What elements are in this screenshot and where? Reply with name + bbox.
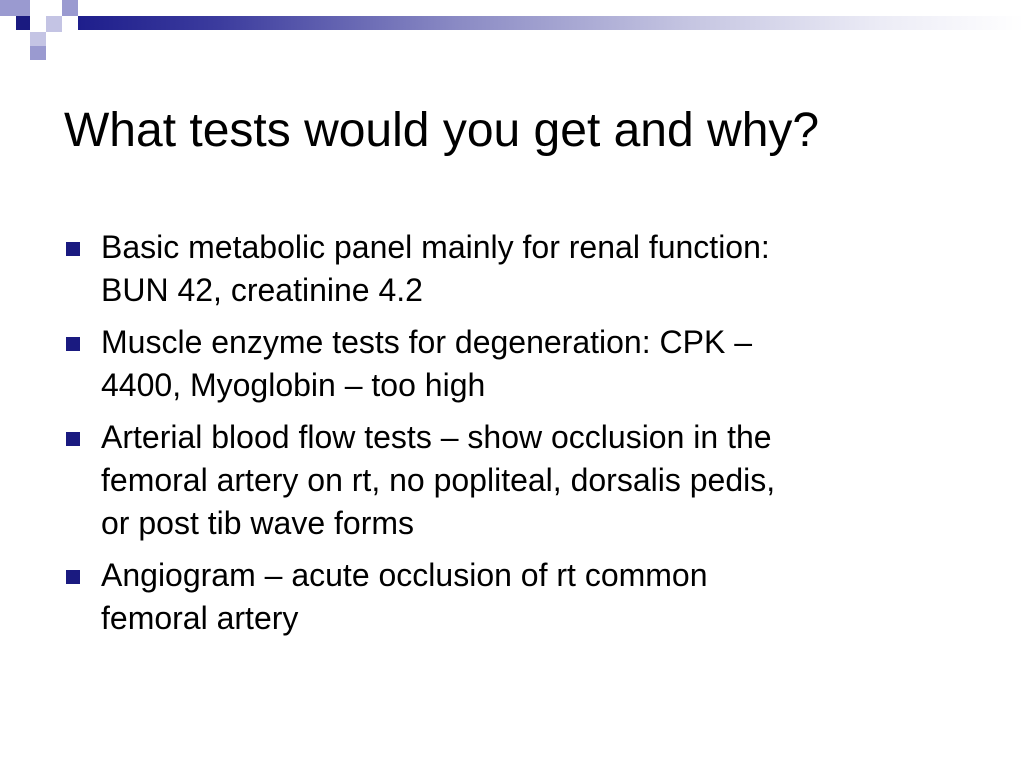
bullet-item: [64, 321, 964, 407]
bullet-list: [64, 226, 964, 649]
bullet-line: Basic metabolic panel mainly for renal function:: [101, 229, 770, 265]
bullet-line: BUN 42, creatinine 4.2: [101, 272, 423, 308]
decor-square: [62, 0, 78, 16]
bullet-item: [64, 554, 964, 640]
header-gradient-bar: [78, 16, 1024, 30]
slide-title: What tests would you get and why?: [64, 104, 820, 157]
header-decoration: [0, 0, 1024, 80]
bullet-line: Muscle enzyme tests for degeneration: CPK –: [101, 324, 752, 360]
decor-square: [30, 32, 46, 46]
decor-square: [30, 0, 46, 16]
square-bullet-icon: [66, 337, 80, 351]
bullet-item: [64, 416, 964, 545]
bullet-line: Angiogram – acute occlusion of rt common: [101, 557, 708, 593]
bullet-item: [64, 226, 964, 312]
square-bullet-icon: [66, 570, 80, 584]
bullet-line: 4400, Myoglobin – too high: [101, 367, 486, 403]
square-bullet-icon: [66, 432, 80, 446]
decor-square: [16, 16, 30, 30]
bullet-line: Arterial blood flow tests – show occlusion in the: [101, 419, 772, 455]
bullet-line: or post tib wave forms: [101, 505, 414, 541]
decor-square: [0, 0, 30, 16]
square-bullet-icon: [66, 242, 80, 256]
decor-square: [30, 46, 46, 60]
bullet-line: femoral artery: [101, 600, 299, 636]
bullet-line: femoral artery on rt, no popliteal, dorsalis pedis,: [101, 462, 776, 498]
decor-square: [46, 16, 62, 32]
